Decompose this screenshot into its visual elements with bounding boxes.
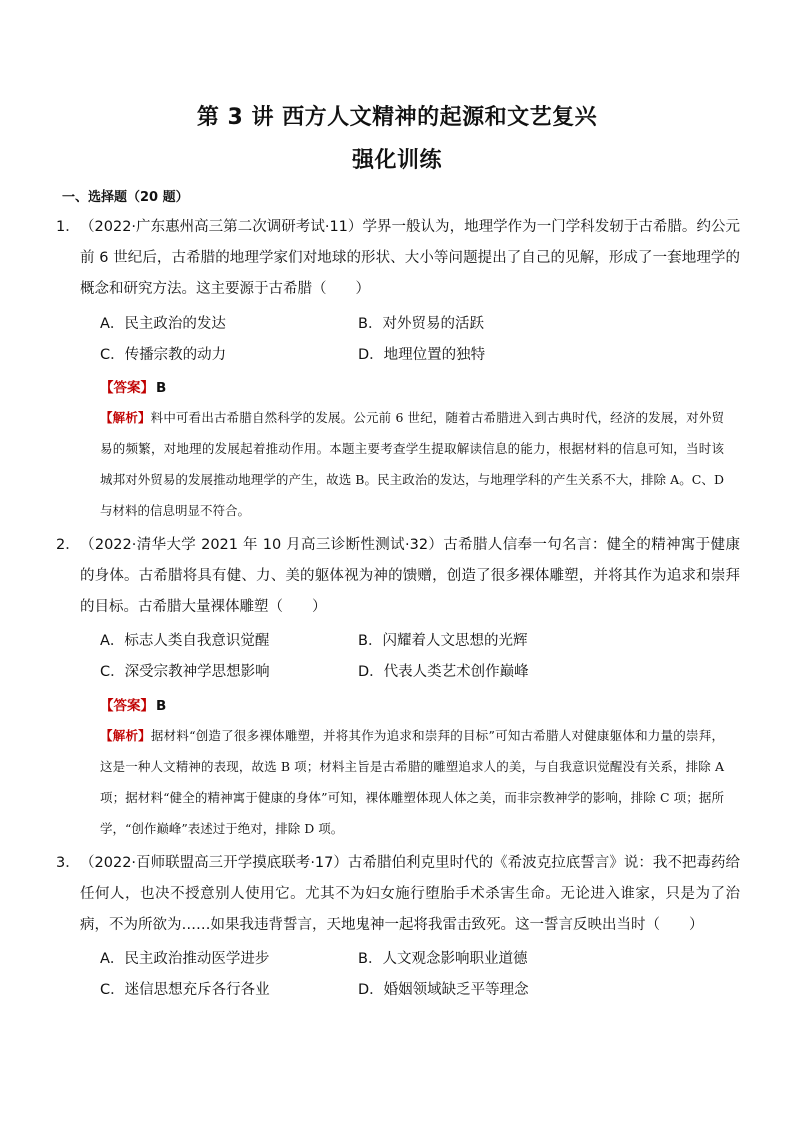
option-a: A．民主政治的发达 (100, 316, 226, 332)
option-a: A．标志人类自我意识觉醒 (100, 633, 270, 649)
option-d: D．地理位置的独特 (358, 347, 486, 363)
question-number: 1． (56, 219, 80, 235)
question-2 (56, 530, 740, 623)
question-text: （2022·广东惠州高三第二次调研考试·11）学界一般认为，地理学作为一门学科发轫于古希腊。约公元前 6 世纪后，古希腊的地理学家们对地球的形状、大小等问题提出了自己的见解，形成了一套地理学的概念和研究方法。这主要源于古希腊（ ） (80, 219, 740, 297)
question-2-answer (100, 694, 166, 714)
option-b: B．闪耀着人文思想的光辉 (358, 633, 528, 649)
question-number: 2． (56, 537, 80, 553)
question-1 (56, 212, 740, 305)
document-subtitle: 强化训练 (351, 148, 442, 173)
analysis-tag: 【解析】 (100, 728, 151, 743)
question-1-analysis (100, 402, 724, 526)
document-title: 第 3 讲 西方人文精神的起源和文艺复兴 (196, 105, 598, 130)
section-heading: 一、选择题（20 题） (62, 190, 189, 205)
option-d: D．婚姻领域缺乏平等理念 (358, 982, 529, 998)
answer-value: B (156, 698, 167, 714)
option-c: C．深受宗教神学思想影响 (100, 664, 270, 680)
option-d: D．代表人类艺术创作巅峰 (358, 664, 529, 680)
answer-tag: 【答案】 (100, 698, 154, 714)
answer-value: B (156, 380, 167, 396)
question-3 (56, 848, 740, 941)
question-2-analysis (100, 720, 724, 844)
question-text: （2022·百师联盟高三开学摸底联考·17）古希腊伯利克里时代的《希波克拉底誓言》说：我不把毒药给任何人，也决不授意别人使用它。尤其不为妇女施行堕胎手术杀害生命。无论进入谁家，只是为了治病，不为所欲为……如果我违背誓言，天地鬼神一起将我雷击致死。这一誓言反映出当时（ ） (80, 855, 740, 933)
question-1-answer (100, 376, 166, 396)
option-a: A．民主政治推动医学进步 (100, 951, 270, 967)
answer-tag: 【答案】 (100, 380, 154, 396)
question-text: （2022·清华大学 2021 年 10 月高三诊断性测试·32）古希腊人信奉一句名言：健全的精神寓于健康的身体。古希腊将具有健、力、美的躯体视为神的馈赠，创造了很多裸体雕塑，并将其作为追求和崇拜的目标。古希腊大量裸体雕塑（ ） (80, 537, 740, 615)
analysis-text: 料中可看出古希腊自然科学的发展。公元前 6 世纪，随着古希腊进入到古典时代，经济的发展，对外贸易的频繁，对地理的发展起着推动作用。本题主要考查学生提取解读信息的能力，根据材料的信息可知，当时该城邦对外贸易的发展推动地理学的产生，故选 B。民主政治的发达，与地理学科的产生关系不大，排除 A。C、D 与材料的信息明显不符合。 (100, 410, 724, 518)
question-number: 3． (56, 855, 80, 871)
option-b: B．对外贸易的活跃 (358, 316, 484, 332)
analysis-text: 据材料“创造了很多裸体雕塑，并将其作为追求和崇拜的目标”可知古希腊人对健康躯体和力量的崇拜，这是一种人文精神的表现，故选 B 项；材料主旨是古希腊的雕塑追求人的美，与自我意识觉醒没有关系，排除 A 项；据材料“健全的精神寓于健康的身体”可知，裸体雕塑体现人体之美，而非宗教神学的影响，排除 C 项；据所学，“创作巅峰”表述过于绝对，排除 D 项。 (100, 728, 724, 836)
option-b: B．人文观念影响职业道德 (358, 951, 528, 967)
option-c: C．传播宗教的动力 (100, 347, 227, 363)
option-c: C．迷信思想充斥各行各业 (100, 982, 270, 998)
analysis-tag: 【解析】 (100, 410, 151, 425)
